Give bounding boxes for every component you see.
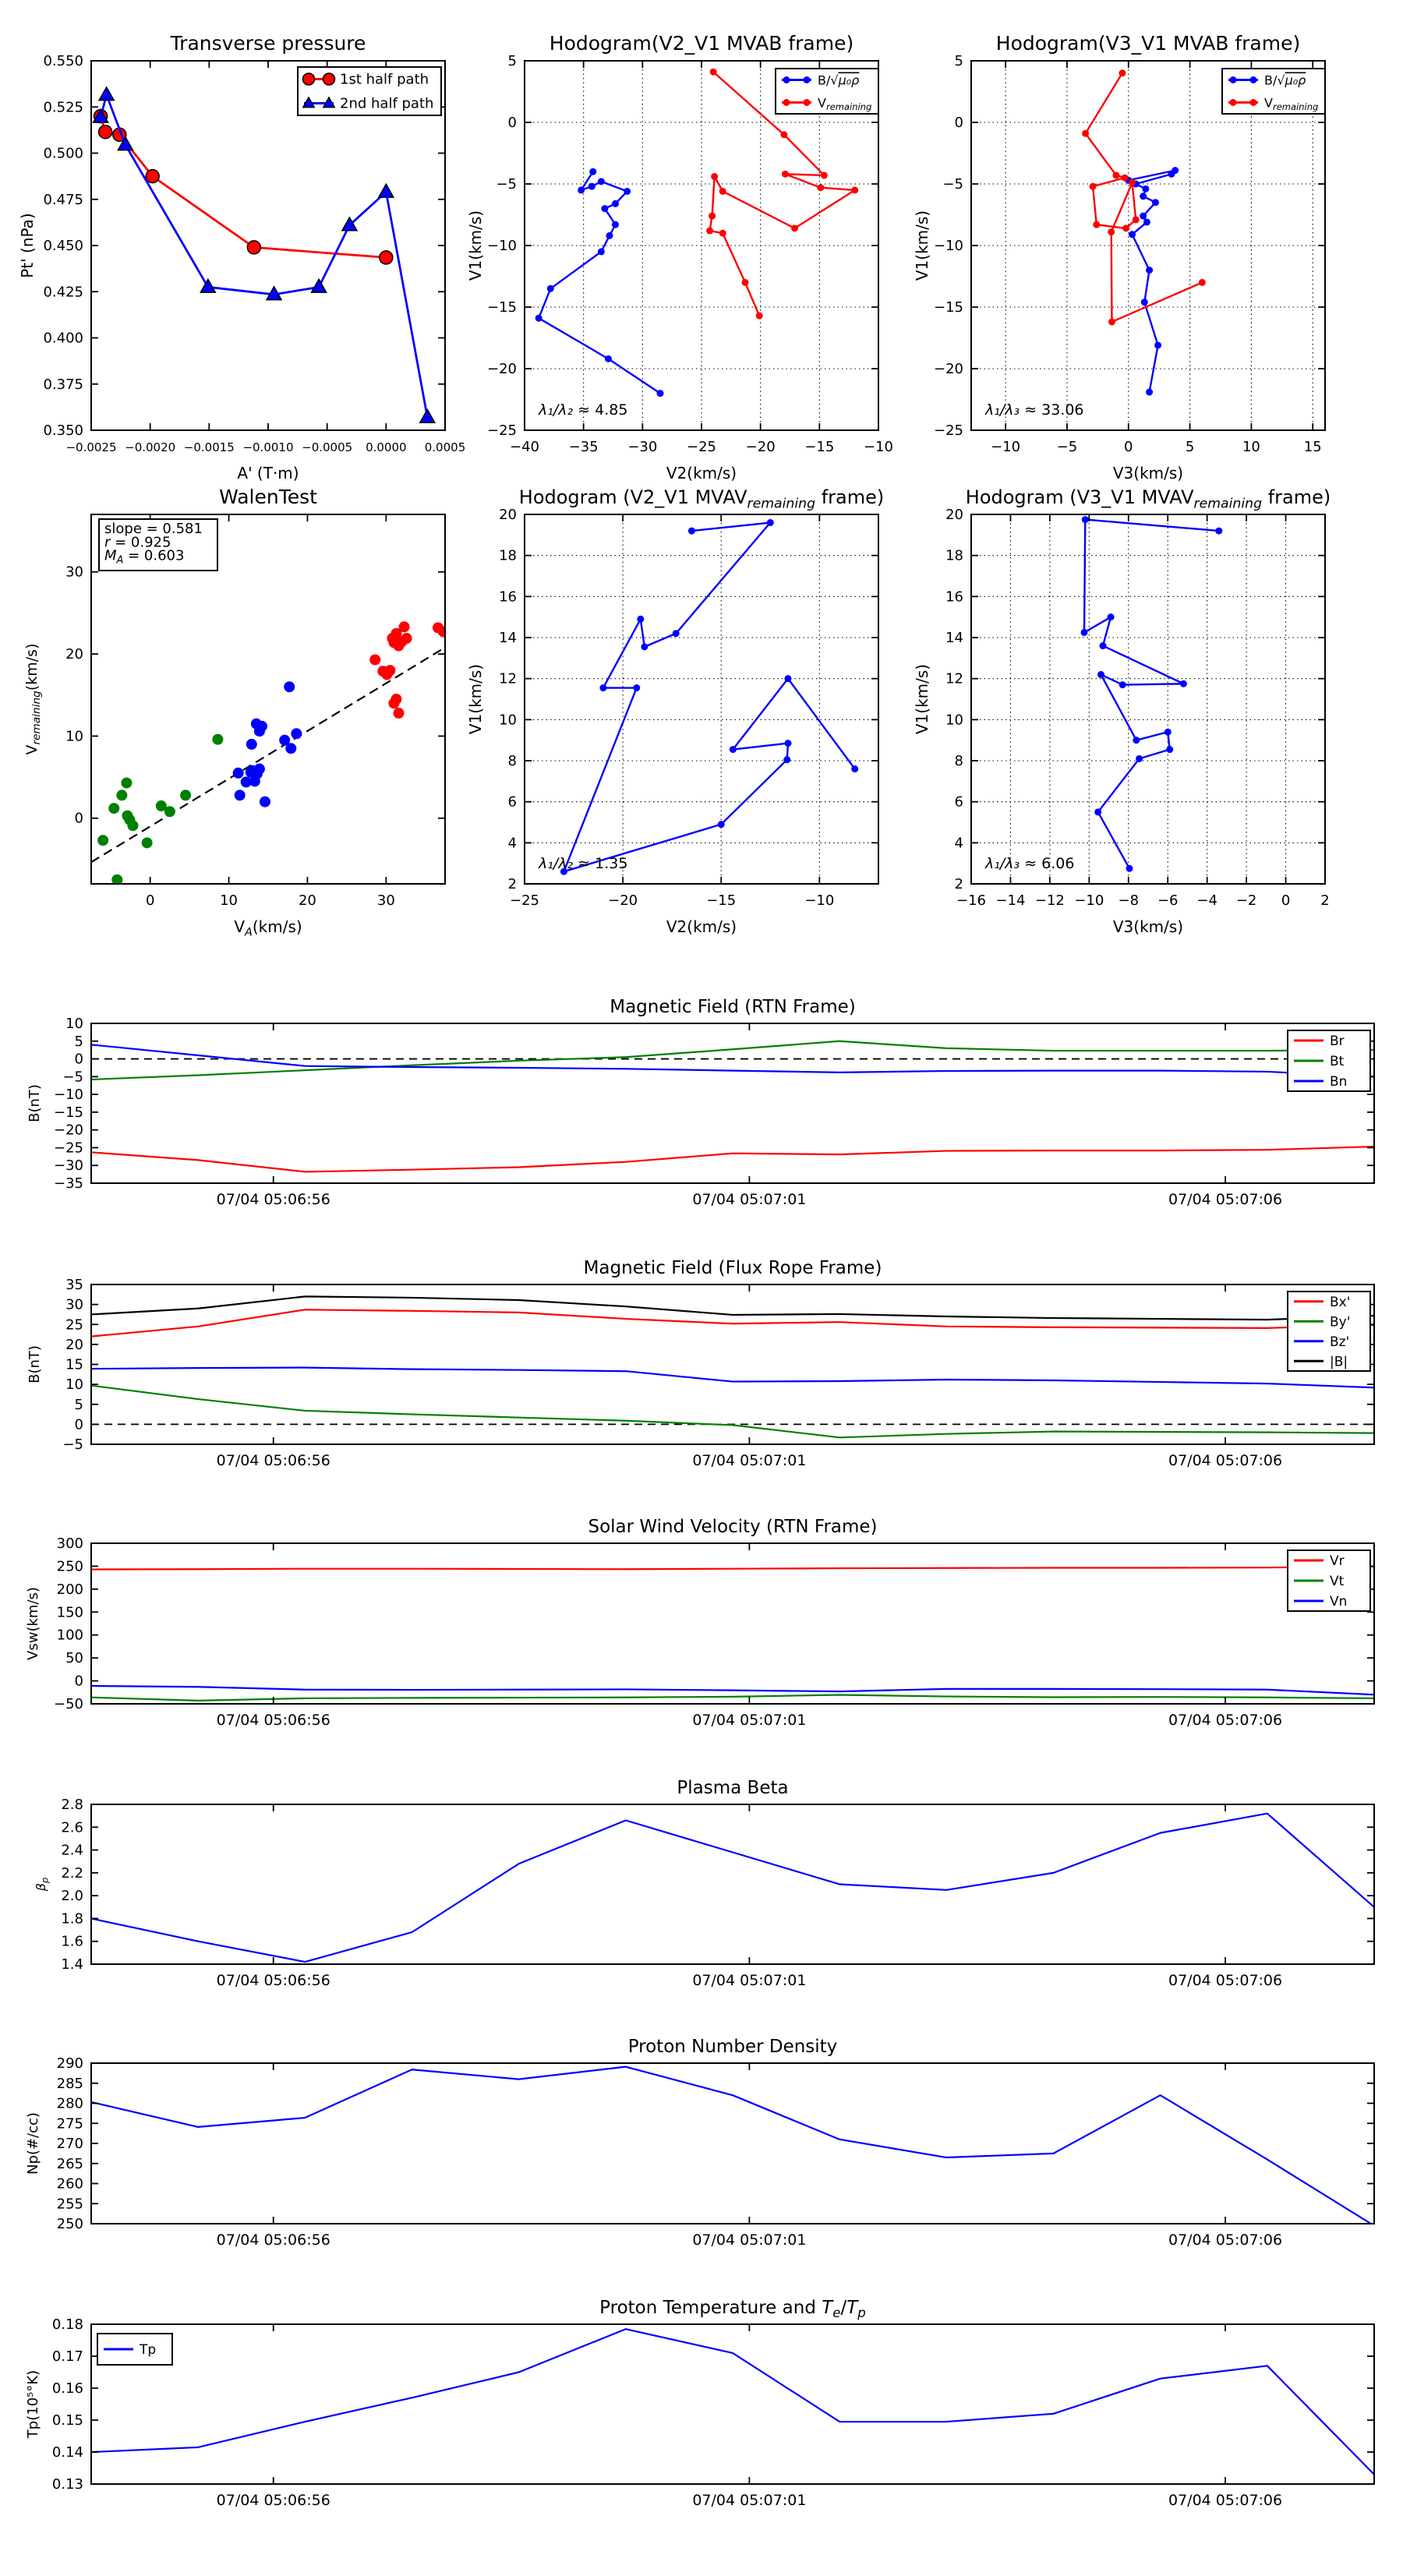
- x-tick-label: 0: [1281, 892, 1291, 909]
- legend-label: B/√μ₀ρ: [818, 72, 860, 88]
- y-axis-label: V1(km/s): [913, 210, 931, 281]
- y-tick-label: −25: [54, 1140, 83, 1157]
- x-tick-label: −8: [1118, 892, 1140, 909]
- x-tick-label: 07/04 05:07:06: [1168, 2492, 1283, 2509]
- x-tick-label: −20: [608, 892, 638, 909]
- x-axis-label: V3(km/s): [1112, 464, 1184, 482]
- annotation-lambda: λ₁/λ₂ ≈ 1.35: [539, 855, 628, 872]
- y-tick-label: 0.17: [51, 2348, 83, 2365]
- y-axis-label: Vsw(km/s): [25, 1587, 41, 1660]
- x-tick-label: −10: [991, 439, 1021, 455]
- y-tick-label: 2.0: [61, 1888, 83, 1905]
- legend-label: Vt: [1330, 1574, 1345, 1589]
- x-tick-label: 07/04 05:07:01: [692, 2492, 807, 2509]
- y-tick-label: 0.550: [43, 53, 83, 69]
- y-tick-label: 0.525: [43, 99, 83, 116]
- x-axis-label: V3(km/s): [1112, 917, 1184, 936]
- legend-label: Br: [1330, 1034, 1345, 1049]
- annotation-lambda: λ₁/λ₃ ≈ 33.06: [985, 401, 1084, 419]
- x-tick-label: −2: [1235, 892, 1257, 909]
- y-tick-label: −10: [54, 1087, 83, 1104]
- panel-proton-number-density: [25, 2037, 1374, 2249]
- y-tick-label: 0: [74, 1673, 83, 1690]
- y-tick-label: 8: [954, 753, 963, 769]
- legend-label: $V_{remaining}$: [1264, 95, 1319, 113]
- y-tick-label: 1.4: [61, 1956, 83, 1973]
- y-tick-label: 0.375: [43, 376, 83, 393]
- markers-v-path: [560, 519, 858, 875]
- stats-line: r = 0.925: [104, 534, 171, 551]
- y-tick-label: 265: [56, 2155, 83, 2172]
- y-tick-label: 15: [65, 1356, 83, 1373]
- y-tick-label: 260: [56, 2175, 83, 2193]
- x-tick-label: 0.0000: [366, 440, 407, 454]
- y-tick-label: 5: [954, 53, 963, 69]
- panel-hodogram-v3v1-mvab: [913, 32, 1325, 482]
- panel-title: Hodogram (V2_V1 $MVAV_{remaining}$ frame): [518, 486, 885, 512]
- x-tick-label: 10: [220, 892, 239, 909]
- panel-walen-test: [23, 486, 449, 938]
- annotation-lambda: λ₁/λ₂ ≈ 4.85: [539, 401, 628, 419]
- y-tick-label: 0.350: [43, 422, 83, 439]
- series-Np: [91, 2067, 1374, 2226]
- y-axis-label: $V_{remaining}(km/s)$: [23, 643, 44, 755]
- y-tick-label: −20: [54, 1122, 83, 1139]
- x-tick-label: 07/04 05:07:06: [1168, 1452, 1283, 1469]
- y-tick-label: 20: [945, 507, 963, 523]
- x-tick-label: −0.0015: [183, 440, 235, 454]
- y-tick-label: −15: [934, 299, 963, 316]
- grid: [525, 61, 878, 430]
- ticks: [91, 1284, 1374, 1444]
- x-tick-label: 07/04 05:07:06: [1168, 1712, 1283, 1729]
- y-tick-label: −15: [54, 1104, 83, 1121]
- x-tick-label: 07/04 05:06:56: [216, 2231, 330, 2249]
- y-tick-label: 20: [65, 1336, 83, 1353]
- y-tick-label: 0: [507, 115, 517, 131]
- y-axis-label: Tp(10⁵°K): [25, 2369, 41, 2439]
- y-tick-label: 2.4: [61, 1842, 83, 1859]
- x-tick-label: −15: [706, 892, 737, 909]
- y-tick-label: −35: [54, 1175, 83, 1192]
- markers-scatter-green: [97, 734, 223, 885]
- y-tick-label: 2: [954, 876, 963, 892]
- series-Br: [91, 1147, 1374, 1171]
- series-By-prime: [91, 1386, 1374, 1438]
- legend-label: Vr: [1330, 1553, 1345, 1569]
- x-tick-label: −4: [1196, 892, 1217, 909]
- x-tick-label: −20: [745, 439, 776, 455]
- x-tick-label: 07/04 05:07:01: [692, 1452, 807, 1469]
- panel-proton-temperature: [25, 2298, 1374, 2509]
- series-Vn: [91, 1686, 1374, 1694]
- panel-solar-wind-velocity: [25, 1517, 1374, 1729]
- legend-label: B/√μ₀ρ: [1264, 72, 1306, 88]
- axes-frame: [525, 514, 878, 884]
- y-axis-label: B(nT): [27, 1345, 43, 1383]
- axes-frame: [91, 1023, 1374, 1183]
- legend-label: 1st half path: [340, 71, 429, 88]
- y-axis-label: B(nT): [27, 1084, 43, 1122]
- y-tick-label: 100: [56, 1627, 83, 1644]
- y-tick-label: 14: [945, 630, 963, 646]
- stats-line: $M_A = 0.603$: [104, 547, 185, 567]
- y-axis-label: Pt' (nPa): [18, 213, 37, 278]
- y-tick-label: 0.14: [51, 2444, 83, 2461]
- panel-hodogram-v2v1-mvab: [466, 32, 893, 482]
- y-tick-label: 12: [499, 670, 517, 687]
- panel-title: Plasma Beta: [677, 1778, 789, 1798]
- x-tick-label: 20: [298, 892, 316, 909]
- ticks: [91, 61, 445, 430]
- legend: [1222, 69, 1325, 114]
- markers-b-over-sqrt-mu0rho: [535, 168, 664, 397]
- y-tick-label: 0: [954, 115, 963, 131]
- y-tick-label: 5: [74, 1396, 83, 1413]
- legend-label: 2nd half path: [340, 95, 434, 112]
- y-axis-label: V1(km/s): [466, 210, 485, 281]
- legend-label: Bn: [1330, 1074, 1348, 1090]
- y-tick-label: 10: [65, 1376, 83, 1394]
- x-tick-label: 07/04 05:07:01: [692, 1972, 807, 1989]
- y-tick-label: 30: [65, 564, 83, 581]
- y-tick-label: −5: [496, 176, 517, 193]
- y-tick-label: 6: [507, 793, 517, 811]
- x-tick-label: −15: [804, 439, 835, 455]
- x-tick-label: 30: [376, 892, 395, 909]
- y-tick-label: 2.6: [61, 1819, 83, 1836]
- x-tick-label: −25: [687, 439, 716, 455]
- x-tick-label: −10: [864, 439, 893, 455]
- panel-plasma-beta: [34, 1778, 1374, 1989]
- x-tick-label: 07/04 05:06:56: [216, 1191, 330, 1208]
- y-tick-label: 50: [65, 1650, 83, 1667]
- x-tick-label: 07/04 05:07:01: [692, 1191, 807, 1208]
- axes-frame: [91, 61, 445, 430]
- y-tick-label: −5: [62, 1436, 83, 1453]
- y-tick-label: 4: [507, 835, 517, 852]
- y-axis-label: Np(#/cc): [25, 2112, 41, 2175]
- x-tick-label: 07/04 05:06:56: [216, 1452, 330, 1469]
- series-Vr: [91, 1567, 1374, 1570]
- x-tick-label: −10: [804, 892, 835, 909]
- y-tick-label: −20: [934, 361, 963, 377]
- legend-label: Vn: [1330, 1594, 1348, 1610]
- y-tick-label: −5: [62, 1069, 83, 1086]
- y-tick-label: 4: [954, 835, 963, 852]
- y-tick-label: 290: [56, 2055, 83, 2072]
- y-tick-label: −20: [487, 361, 517, 377]
- panel-hodogram-v3v1-mvav: [913, 486, 1331, 936]
- y-tick-label: −15: [487, 299, 517, 316]
- x-tick-label: −0.0010: [242, 440, 294, 454]
- panel-title: Solar Wind Velocity (RTN Frame): [588, 1517, 878, 1537]
- panel-title: Hodogram(V2_V1 MVAB frame): [549, 32, 854, 55]
- panel-hodogram-v2v1-mvav: [466, 486, 884, 936]
- y-axis-label: V1(km/s): [466, 663, 485, 735]
- y-tick-label: 0.18: [51, 2316, 83, 2333]
- grid: [971, 61, 1325, 430]
- series-b-over-sqrt-mu0rho: [539, 171, 660, 393]
- markers-scatter-blue: [233, 681, 302, 807]
- series-Bx-prime: [91, 1309, 1374, 1336]
- y-tick-label: 0.400: [43, 330, 83, 347]
- y-tick-label: 0.475: [43, 191, 83, 208]
- y-tick-label: −50: [54, 1696, 83, 1712]
- x-axis-label: V2(km/s): [666, 464, 737, 482]
- y-tick-label: 270: [56, 2136, 83, 2152]
- y-tick-label: 14: [499, 630, 517, 646]
- series-Tp: [91, 2329, 1374, 2475]
- series-Vt: [91, 1695, 1374, 1701]
- x-tick-label: 2: [1320, 892, 1330, 909]
- y-tick-label: 0: [74, 1416, 83, 1433]
- ticks: [971, 514, 1325, 884]
- y-tick-label: 1.6: [61, 1933, 83, 1950]
- y-tick-label: 5: [74, 1033, 83, 1050]
- series-B-magnitude: [91, 1296, 1374, 1320]
- y-tick-label: 150: [56, 1604, 83, 1621]
- x-tick-label: 07/04 05:06:56: [216, 1972, 330, 1989]
- stats-line: slope = 0.581: [104, 521, 203, 537]
- y-tick-label: 255: [56, 2196, 83, 2213]
- legend: [1288, 1550, 1370, 1611]
- panel-title: Proton Number Density: [627, 2037, 838, 2057]
- y-tick-label: 18: [945, 547, 963, 564]
- series-fit-line: [91, 648, 445, 862]
- y-tick-label: 10: [65, 728, 83, 745]
- x-tick-label: −35: [568, 439, 599, 455]
- x-tick-label: 10: [1242, 439, 1260, 455]
- y-tick-label: 0.450: [43, 238, 83, 254]
- panel-title: Magnetic Field (RTN Frame): [610, 997, 856, 1017]
- legend: [1288, 1292, 1370, 1371]
- panel-title: Hodogram (V3_V1 $MVAV_{remaining}$ frame): [965, 486, 1331, 512]
- x-tick-label: 07/04 05:07:01: [692, 2231, 807, 2249]
- panel-title: Transverse pressure: [170, 32, 366, 55]
- legend: [1288, 1030, 1370, 1091]
- x-tick-label: 5: [1185, 439, 1195, 455]
- x-tick-label: −25: [510, 892, 539, 909]
- y-tick-label: 200: [56, 1581, 83, 1598]
- legend: [776, 69, 878, 114]
- y-tick-label: 5: [507, 53, 517, 69]
- ticks: [91, 2063, 1374, 2224]
- y-tick-label: 1.8: [61, 1910, 83, 1928]
- x-tick-label: −0.0020: [125, 440, 176, 454]
- y-tick-label: 16: [499, 588, 517, 606]
- x-tick-label: −14: [995, 892, 1026, 909]
- panel-transverse-pressure: [18, 32, 465, 482]
- legend-label: Tp: [140, 2342, 157, 2358]
- x-tick-label: 0: [145, 892, 155, 909]
- series-v-path: [1084, 520, 1219, 869]
- x-tick-label: 07/04 05:07:06: [1168, 1191, 1283, 1208]
- x-tick-label: −16: [956, 892, 986, 909]
- x-tick-label: −0.0025: [65, 440, 117, 454]
- x-tick-label: 0: [1124, 439, 1133, 455]
- legend-label: By': [1330, 1314, 1351, 1330]
- y-tick-label: 0.425: [43, 284, 83, 301]
- legend-label: Bz': [1330, 1334, 1350, 1350]
- y-axis-label: $\beta_p$: [34, 1877, 51, 1892]
- y-tick-label: −25: [487, 422, 517, 439]
- y-tick-label: 12: [945, 670, 963, 687]
- x-tick-label: −12: [1034, 892, 1065, 909]
- y-tick-label: 2.8: [61, 1797, 83, 1813]
- x-tick-label: −6: [1157, 892, 1179, 909]
- x-tick-label: 07/04 05:06:56: [216, 2492, 330, 2509]
- y-tick-label: 35: [65, 1277, 83, 1293]
- y-tick-label: −30: [54, 1157, 83, 1175]
- axes-frame: [91, 2063, 1374, 2224]
- y-tick-label: 25: [65, 1316, 83, 1334]
- y-tick-label: 2: [507, 876, 517, 892]
- y-tick-label: 250: [56, 2216, 83, 2232]
- y-axis-label: V1(km/s): [913, 663, 931, 735]
- axes-frame: [91, 2324, 1374, 2484]
- y-tick-label: 2.2: [61, 1864, 83, 1882]
- x-tick-label: −30: [627, 439, 658, 455]
- series-Bt: [91, 1041, 1374, 1080]
- ticks: [525, 514, 878, 884]
- x-tick-label: −0.0005: [302, 440, 353, 454]
- y-tick-label: 10: [945, 712, 963, 729]
- y-tick-label: 280: [56, 2095, 83, 2112]
- y-tick-label: 18: [499, 547, 517, 564]
- x-tick-label: 0.0005: [424, 440, 466, 454]
- y-tick-label: −25: [934, 422, 963, 439]
- y-tick-label: 8: [507, 753, 517, 769]
- panel-title: WalenTest: [219, 486, 317, 508]
- y-tick-label: 275: [56, 2115, 83, 2133]
- x-axis-label: A' (T·m): [237, 464, 299, 482]
- legend-label: $V_{remaining}$: [818, 95, 872, 113]
- panel-magnetic-field-rtn: [27, 997, 1374, 1208]
- x-axis-label: $V_A(km/s)$: [234, 917, 302, 939]
- y-tick-label: 0: [74, 810, 83, 827]
- y-tick-label: 20: [65, 646, 83, 663]
- x-tick-label: 07/04 05:07:01: [692, 1712, 807, 1729]
- y-tick-label: 0.13: [51, 2476, 83, 2493]
- x-tick-label: 07/04 05:06:56: [216, 1712, 330, 1729]
- y-tick-label: 250: [56, 1558, 83, 1575]
- x-axis-label: V2(km/s): [666, 917, 737, 936]
- series-b-over-sqrt-mu0rho: [1129, 171, 1175, 392]
- legend: [298, 67, 441, 115]
- legend-label: |B|: [1330, 1354, 1348, 1370]
- legend-label: Bt: [1330, 1054, 1345, 1069]
- x-tick-label: 07/04 05:07:06: [1168, 2231, 1283, 2249]
- y-tick-label: 10: [499, 712, 517, 729]
- panel-title: Hodogram(V3_V1 MVAB frame): [995, 32, 1301, 55]
- panel-magnetic-field-fluxrope: [27, 1258, 1374, 1469]
- x-tick-label: −40: [510, 439, 539, 455]
- legend-label: Bx': [1330, 1294, 1351, 1310]
- y-tick-label: 0.15: [51, 2412, 83, 2429]
- axes-frame: [91, 1284, 1374, 1444]
- axes-frame: [971, 514, 1325, 884]
- y-tick-label: 16: [945, 588, 963, 606]
- y-tick-label: −10: [934, 238, 963, 254]
- panel-title: Proton Temperature and $T_e/T_p$: [599, 2298, 866, 2321]
- series-beta-p: [91, 1814, 1374, 1962]
- x-tick-label: −5: [1056, 439, 1078, 455]
- x-tick-label: 07/04 05:07:06: [1168, 1972, 1283, 1989]
- y-tick-label: 300: [56, 1535, 83, 1552]
- y-tick-label: −10: [487, 238, 517, 254]
- y-tick-label: 6: [954, 793, 963, 811]
- annotation-lambda: λ₁/λ₃ ≈ 6.06: [985, 855, 1075, 872]
- y-tick-label: 20: [499, 507, 517, 523]
- series-v-path: [564, 523, 854, 872]
- y-tick-label: 285: [56, 2075, 83, 2092]
- x-tick-label: −10: [1074, 892, 1104, 909]
- y-tick-label: 0: [74, 1051, 83, 1068]
- ticks: [91, 1023, 1374, 1183]
- y-tick-label: 0.500: [43, 145, 83, 162]
- grid: [525, 514, 878, 884]
- panel-title: Magnetic Field (Flux Rope Frame): [583, 1258, 882, 1278]
- legend: [97, 2334, 172, 2365]
- x-tick-label: 15: [1303, 439, 1322, 455]
- grid: [971, 514, 1325, 884]
- y-tick-label: −5: [942, 176, 963, 193]
- y-tick-label: 10: [65, 1016, 83, 1032]
- series-Bz-prime: [91, 1368, 1374, 1388]
- y-tick-label: 0.16: [51, 2380, 83, 2397]
- ticks: [91, 2324, 1374, 2484]
- y-tick-label: 30: [65, 1296, 83, 1313]
